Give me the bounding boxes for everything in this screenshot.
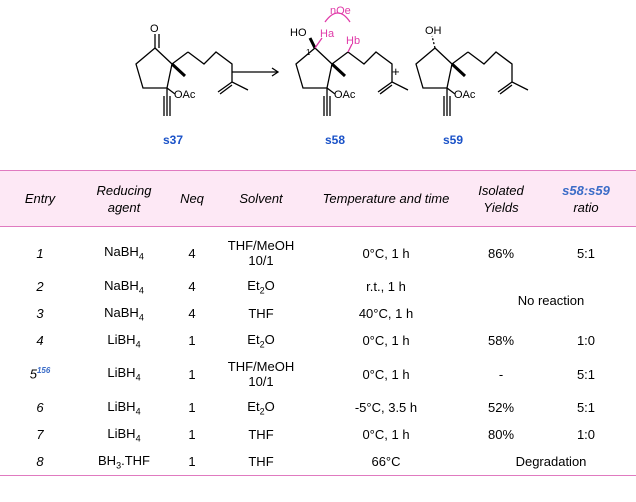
noe-label: nOe bbox=[330, 5, 351, 17]
solvent-line: THF/MeOH bbox=[227, 238, 295, 253]
neq-cell: 4 bbox=[188, 306, 196, 321]
reducing-agent-base: NaBH bbox=[104, 277, 139, 293]
reference-marker: 156 bbox=[36, 366, 51, 376]
table-header-row bbox=[0, 171, 636, 227]
header-ratio-word: ratio bbox=[573, 199, 599, 215]
solvent-cell bbox=[216, 227, 306, 274]
entry-cell bbox=[0, 327, 80, 354]
reducing-agent-cell bbox=[80, 273, 168, 300]
s37-oac: OAc bbox=[174, 89, 196, 101]
yield-cell: 58% bbox=[487, 333, 515, 348]
temperature-time-cell: 0°C, 1 h bbox=[362, 333, 410, 348]
yield-cell: 80% bbox=[487, 427, 515, 442]
plus-sign: + bbox=[392, 64, 400, 79]
table-row bbox=[0, 273, 636, 300]
ratio-cell: 1:0 bbox=[576, 427, 596, 442]
header-entry: Entry bbox=[0, 171, 80, 227]
header-temperature-time: Temperature and time bbox=[306, 171, 466, 227]
solvent-tail: O bbox=[264, 277, 275, 293]
neq-cell: 1 bbox=[188, 400, 196, 415]
ratio-cell: 1:0 bbox=[576, 333, 596, 348]
yield-cell: - bbox=[498, 366, 504, 382]
reducing-agent-cell bbox=[80, 394, 168, 421]
compound-label-s37: s37 bbox=[163, 133, 184, 147]
solvent-cell bbox=[216, 273, 306, 300]
s59-hydroxyl: OH bbox=[425, 25, 442, 37]
entry-cell bbox=[0, 354, 80, 394]
entry-cell bbox=[0, 273, 80, 300]
reducing-agent-sub: 4 bbox=[135, 372, 141, 383]
reducing-agent-base: LiBH bbox=[107, 331, 136, 347]
solvent-base: Et bbox=[247, 277, 260, 293]
s58-hydroxyl: HO bbox=[290, 27, 307, 39]
s58-ha: Ha bbox=[320, 28, 335, 40]
entry-number: 4 bbox=[36, 333, 44, 348]
entry-cell bbox=[0, 227, 80, 274]
reducing-agent-sub: 4 bbox=[138, 312, 144, 323]
neq-cell: 1 bbox=[188, 427, 196, 442]
reducing-agent-cell bbox=[80, 227, 168, 274]
table-row bbox=[0, 448, 636, 476]
entry-number: 8 bbox=[36, 454, 44, 469]
reaction-scheme bbox=[0, 0, 636, 165]
entry-number: 5 bbox=[29, 366, 37, 382]
s58-oac: OAc bbox=[334, 89, 356, 101]
solvent-cell bbox=[216, 327, 306, 354]
reducing-agent-sub: 3 bbox=[116, 460, 122, 471]
s37-carbonyl-o: O bbox=[150, 23, 159, 35]
degradation-merged-cell: Degradation bbox=[466, 448, 636, 476]
entry-number: 6 bbox=[36, 400, 44, 415]
temperature-time-cell: 0°C, 1 h bbox=[362, 366, 410, 382]
reducing-agent bbox=[104, 244, 144, 262]
solvent-cell bbox=[216, 354, 306, 394]
neq-cell: 4 bbox=[188, 279, 196, 294]
solvent bbox=[247, 398, 275, 417]
s59-oac: OAc bbox=[454, 89, 476, 101]
solvent-cell bbox=[216, 394, 306, 421]
temperature-time-cell: r.t., 1 h bbox=[366, 279, 406, 294]
reducing-agent-cell bbox=[80, 300, 168, 327]
entry-number: 2 bbox=[36, 279, 44, 294]
reducing-agent-tail: .THF bbox=[121, 452, 150, 468]
reducing-agent-sub: 4 bbox=[135, 406, 141, 417]
temperature-time-cell: -5°C, 3.5 h bbox=[354, 400, 418, 415]
reducing-agent-base: LiBH bbox=[107, 365, 136, 381]
header-ratio bbox=[536, 171, 636, 227]
reducing-agent bbox=[98, 452, 150, 471]
reducing-agent-base: NaBH bbox=[104, 244, 139, 260]
compound-label-s58: s58 bbox=[325, 133, 346, 147]
entry-cell bbox=[0, 421, 80, 448]
solvent-base: Et bbox=[247, 398, 260, 414]
solvent bbox=[247, 277, 275, 296]
solvent-cell: THF bbox=[216, 448, 306, 476]
table-row bbox=[0, 227, 636, 274]
reducing-agent bbox=[107, 331, 141, 350]
reducing-agent-base: NaBH bbox=[104, 304, 139, 320]
solvent-sub: 2 bbox=[259, 406, 265, 417]
table-row bbox=[0, 421, 636, 448]
solvent-sub: 2 bbox=[259, 285, 265, 296]
temperature-time-cell: 40°C, 1 h bbox=[358, 306, 414, 321]
reducing-agent bbox=[107, 398, 141, 417]
entry-number: 3 bbox=[36, 306, 44, 321]
reducing-agent-sub: 4 bbox=[138, 251, 144, 262]
reducing-agent-cell bbox=[80, 327, 168, 354]
no-reaction-merged-cell: No reaction bbox=[517, 292, 585, 308]
compound-s37-structure bbox=[136, 34, 248, 116]
reducing-agent-sub: 4 bbox=[138, 285, 144, 296]
reducing-agent bbox=[104, 277, 144, 296]
reducing-agent bbox=[107, 365, 141, 383]
ratio-cell: 5:1 bbox=[576, 245, 596, 261]
solvent-cell: THF bbox=[248, 306, 274, 321]
header-isolated-yields: Isolated Yields bbox=[466, 171, 536, 227]
table-row bbox=[0, 354, 636, 394]
reducing-agent-base: BH bbox=[98, 452, 117, 468]
neq-cell: 1 bbox=[168, 448, 216, 476]
ratio-cell: 5:1 bbox=[576, 366, 596, 382]
entry-number: 1 bbox=[36, 245, 44, 261]
solvent-tail: O bbox=[264, 331, 275, 347]
solvent-line: 10/1 bbox=[248, 253, 274, 268]
reducing-agent-sub: 4 bbox=[135, 339, 141, 350]
neq-cell: 4 bbox=[188, 245, 196, 261]
header-reducing-agent: Reducing agent bbox=[80, 171, 168, 227]
solvent-tail: O bbox=[264, 398, 275, 414]
entry-cell bbox=[0, 394, 80, 421]
entry-number: 7 bbox=[36, 427, 44, 442]
reducing-agent bbox=[107, 425, 141, 444]
reducing-agent-sub: 4 bbox=[135, 433, 141, 444]
solvent-base: Et bbox=[247, 331, 260, 347]
reducing-agent-base: LiBH bbox=[107, 398, 136, 414]
ratio-cell: 5:1 bbox=[576, 400, 596, 415]
solvent-sub: 2 bbox=[259, 339, 265, 350]
temperature-time-cell: 0°C, 1 h bbox=[362, 245, 410, 261]
reducing-agent-base: LiBH bbox=[107, 425, 136, 441]
conditions-table bbox=[0, 170, 636, 476]
header-neq: Neq bbox=[168, 171, 216, 227]
entry-cell bbox=[0, 300, 80, 327]
reducing-agent bbox=[104, 304, 144, 323]
temperature-time-cell: 0°C, 1 h bbox=[362, 427, 410, 442]
header-solvent: Solvent bbox=[216, 171, 306, 227]
reducing-agent-cell bbox=[80, 354, 168, 394]
yield-cell: 52% bbox=[487, 400, 515, 415]
solvent-line: 10/1 bbox=[248, 374, 274, 389]
header-ratio-key: s58:s59 bbox=[562, 182, 610, 198]
table-row bbox=[0, 394, 636, 421]
neq-cell: 1 bbox=[188, 333, 196, 348]
entry-cell bbox=[0, 448, 80, 476]
compound-s59-structure bbox=[416, 36, 528, 116]
s58-hb: Hb bbox=[346, 35, 361, 47]
yield-cell: 86% bbox=[487, 245, 515, 261]
solvent-line: THF/MeOH bbox=[227, 359, 295, 374]
neq-cell: 1 bbox=[188, 366, 196, 382]
reducing-agent-cell bbox=[80, 448, 168, 476]
solvent bbox=[247, 331, 275, 350]
table-row bbox=[0, 327, 636, 354]
reducing-agent-cell bbox=[80, 421, 168, 448]
s58-position-1: 1 bbox=[306, 48, 311, 57]
compound-label-s59: s59 bbox=[443, 133, 464, 147]
solvent-cell: THF bbox=[248, 427, 274, 442]
temperature-time-cell: 66°C bbox=[306, 448, 466, 476]
